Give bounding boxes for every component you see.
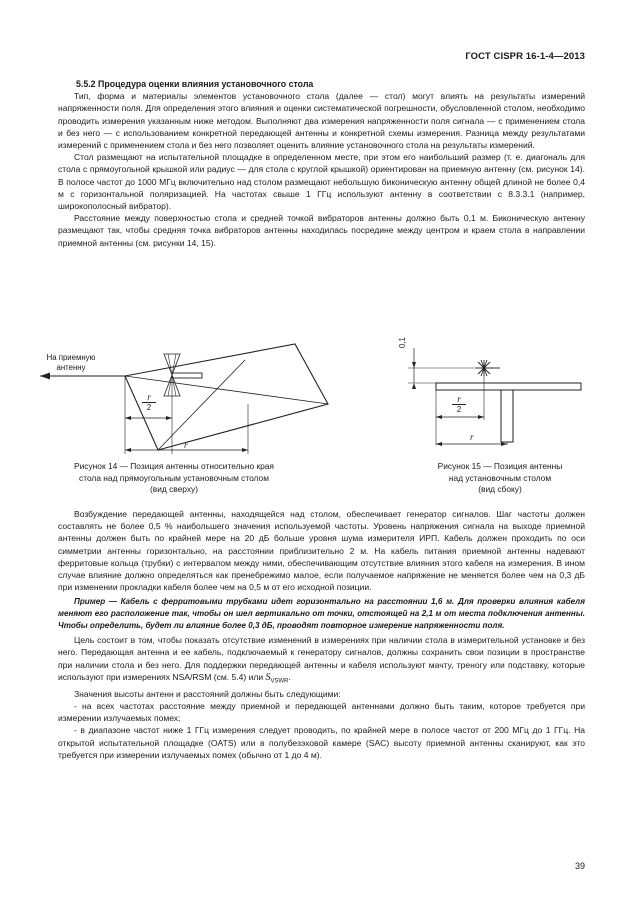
paragraph-2: Стол размещают на испытательной площадке в определенном месте, при этом его наибольший размер (т. е. диагональ для стола с прямоугольной крышкой или радиус — для стола с круглой крышкой) ориентирован на приемную антенну (см. рисунок 14). В полосе частот до 1000 МГц включительно над столом размещают небольшую биконическую антенну общей длиной не более 0,4 м с горизонтальной поляризацией. На частотах свыше 1 ГГц используют антенну в соответствии с 8.3.3.1 (например, широкополосный вибратор).	[58, 152, 585, 212]
figure-15-dim-r: r	[470, 432, 474, 442]
paragraph-3: Расстояние между поверхностью стола и средней точкой вибраторов антенны должно быть 0,1 м. Биконическую антенну размещают так, чтобы средняя точка вибраторов антенны находилась посредине между центром и краем стола в направлении приемной антенны (см. рисунки 14, 15).	[58, 213, 585, 248]
document-header: ГОСТ CISPR 16-1-4—2013	[465, 51, 585, 62]
figure-15-dim-r-half: r 2	[452, 395, 466, 414]
example-note: Пример — Кабель с ферритовыми трубками идет горизонтально на расстоянии 1,6 м. Для проверки влияния кабеля меняют его расположение так, чтобы он шел вертикально от точки, отстоящей на 2,1 м от места подключения антенны. Чтобы определить, будет ли влияние более 0,3 дБ, проводят повторное измерение напряженности поля.	[58, 597, 585, 630]
figure-15-height-label: 0,1	[398, 337, 407, 348]
figure-14-caption: Рисунок 14 — Позиция антенны относительно края стола над прямоугольным установочным столом (вид сверху)	[74, 461, 274, 495]
figure-14-dim-r-half: r 2	[142, 393, 156, 412]
section-title: 5.5.2 Процедура оценки влияния установочного стола	[76, 79, 314, 89]
list-item-1: - на всех частотах расстояние между приемной и передающей антеннами должно быть таким, которое требуется при измерении излучаемых помех;	[58, 700, 585, 724]
page-number: 39	[574, 861, 585, 871]
figure-14-dim-r: r	[184, 440, 188, 450]
list-item-2: - в диапазоне частот ниже 1 ГГц измерения следует проводить, по крайней мере в полосе частот от 200 МГц до 1 ГГц. На открытой испытательной площадке (OATS) или в полубезэховой камере (SAC) высоту приемной антенны сканируют, как это требуется при измерении излучаемых помех (обычно от 1 до 4 м).	[58, 725, 585, 760]
paragraph-4: Возбуждение передающей антенны, находящейся над столом, обеспечивает генератор сигналов. Шаг частоты должен составлять не более 0,5 % наибольшего значения используемой частоты. Уровень напряжения сигнала на выходе приемной антенны должен быть по крайней мере на 20 дБ больше уровня шума измерителя ИРП. Кабель должен проходить по оси симметрии антенны горизонтально, на расстоянии приблизительно 2 м. На кабель питания приемной антенны надевают ферритовые кольца (трубки) с интервалом между ними, обеспечивающим отсутствие влияния этого кабеля на измерения. В ином случае влияние должно определяться как пренебрежимо малое, если получаемое напряжение не меняется более чем на 0,3 дБ при изменении прокладки кабеля более чем на 0,5 м от его исходной позиции.	[58, 509, 585, 593]
paragraph-5: Цель состоит в том, чтобы показать отсутствие изменений в измерениях при наличии стола в измерительной установке и без него. Передающая антенна и ее кабель, подключаемый к генератору сигналов, должны сохранить свои позиции в пространстве при наличии стола и без него. Для поддержки передающей антенны и кабеля используют мачту, треногу или подставку, которые используют при измерениях NSA/RSM (см. 5.4) или $S_{VSWR}$.	[58, 635, 585, 685]
figure-15-caption: Рисунок 15 — Позиция антенны над установочным столом (вид сбоку)	[437, 461, 563, 495]
page-content-lower	[58, 508, 585, 761]
figure-14-arrow-label: На приемную антенну	[46, 353, 96, 372]
figure-15-diagram	[400, 340, 590, 455]
page-content	[58, 78, 585, 249]
paragraph-1: Тип, форма и материалы элементов установочного стола (далее — стол) могут влиять на результаты измерений напряженности поля. Для определения этого влияния и оценки систематической погрешности, обусловленной столом, необходимо проводить измерения указанным ниже методом. Выполняют два измерения напряженности поля сигнала — с применением стола и без него — с использованием конкретной передающей антенны и конкретной схемы измерения. Разница между результатами измерений с применением стола и без него позволяет оценить влияние установочного стола на результаты измерений.	[58, 91, 585, 151]
paragraph-6: Значения высоты антенн и расстояний должны быть следующими:	[74, 688, 341, 699]
